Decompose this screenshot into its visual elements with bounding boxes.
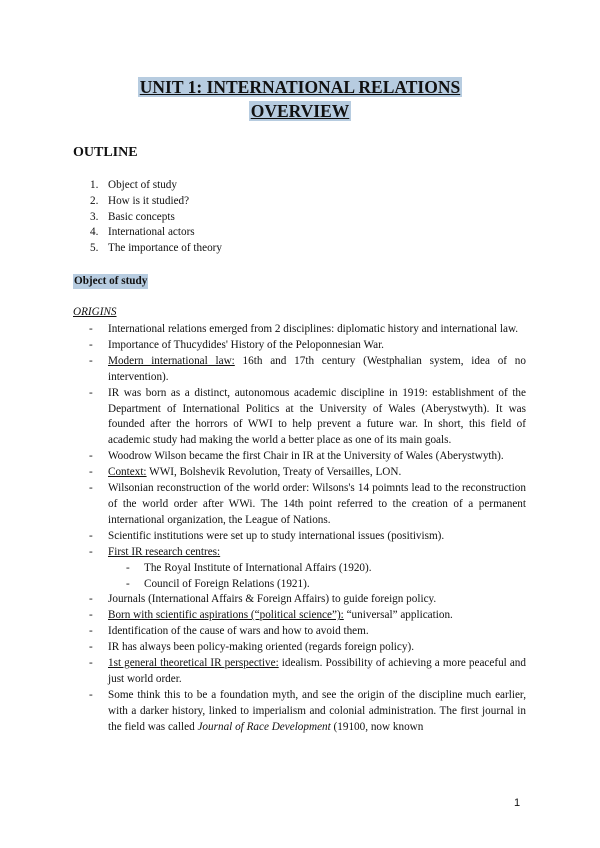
section-heading-object-of-study: Object of study (74, 275, 148, 287)
bullet-item: - Some think this to be a foundation myth, and see the origin of the discipline much earlier, with a darker history, linked to imperialism and colonial administration. The first journal in the field was called Journal of Race Development (19100, now known (89, 688, 526, 733)
bullet-item: - Journals (International Affairs & Foreign Affairs) to guide foreign policy. (89, 593, 437, 606)
bullet-item: - Context: WWI, Bolshevik Revolution, Treaty of Versailles, LON. (89, 466, 402, 479)
unit-title-line-1: UNIT 1: INTERNATIONAL RELATIONS (139, 77, 461, 97)
bullet-item: - First IR research centres: (89, 545, 221, 558)
outline-item: 5. The importance of theory (90, 242, 223, 255)
outline-item: 4. International actors (90, 226, 195, 239)
outline-item: 3. Basic concepts (90, 210, 175, 223)
unit-title-line-2: OVERVIEW (250, 101, 350, 121)
bullet-item: - IR has always been policy-making oriented (regards foreign policy). (89, 641, 415, 654)
outline-heading: OUTLINE (73, 145, 138, 160)
bullet-item: - IR was born as a distinct, autonomous academic discipline in 1919: establishment of the Department of International Politics at the University of Wales (Aberystwyth). It was founded after the horrors of WWI to help prevent a future war. In short, this field of academic study had making the world a better place as one of its main goals. (89, 386, 526, 447)
bullet-item: - Woodrow Wilson became the first Chair in IR at the University of Wales (Aberystwyth). (89, 450, 504, 463)
bullet-item: - Importance of Thucydides' History of the Peloponnesian War. (89, 338, 384, 351)
sub-bullet-item: - The Royal Institute of International Affairs (1920). (126, 561, 372, 574)
origins-subheading: ORIGINS (73, 306, 117, 318)
bullet-item: - International relations emerged from 2 disciplines: diplomatic history and international law. (89, 323, 519, 335)
sub-bullet-item: - Council of Foreign Relations (1921). (126, 577, 310, 590)
bullet-item: - Born with scientific aspirations (“political science”): “universal” application. (89, 609, 453, 622)
origins-bullet-list (89, 322, 526, 736)
outline-item: 2. How is it studied? (90, 194, 190, 207)
bullet-item: - Wilsonian reconstruction of the world order: Wilsons's 14 poimnts lead to the reconstruction of the world order after WWi. The 14th point referred to the creation of a permanent international organization, the League of Nations. (89, 482, 526, 526)
bullet-item: - 1st general theoretical IR perspective: idealism. Possibility of achieving a more peaceful and just world order. (89, 657, 526, 685)
page-number: 1 (514, 797, 521, 809)
bullet-item: - Scientific institutions were set up to study international issues (positivism). (89, 529, 445, 542)
outline-item: 1. Object of study (90, 179, 177, 191)
bullet-item: - Identification of the cause of wars and how to avoid them. (89, 625, 369, 638)
bullet-item: - Modern international law: 16th and 17th century (Westphalian system, idea of no intervention). (89, 354, 526, 383)
outline-list (90, 178, 222, 257)
